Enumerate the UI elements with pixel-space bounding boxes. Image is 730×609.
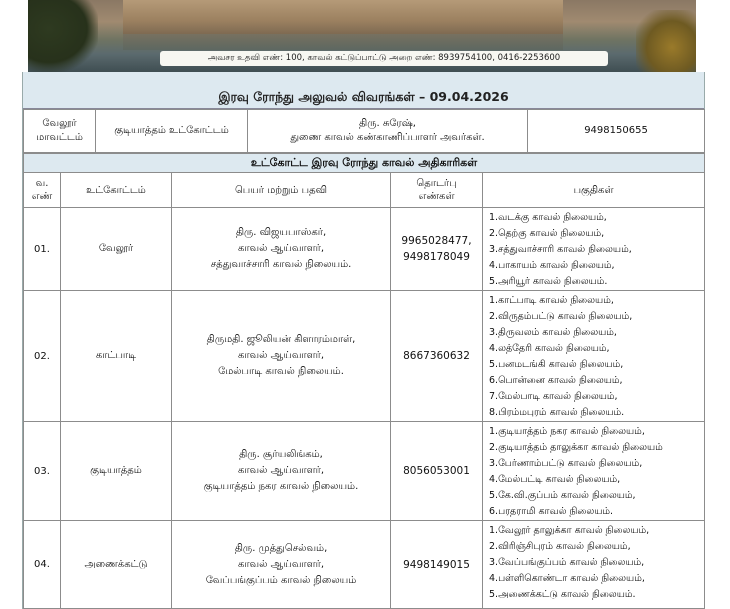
district-cell: வேலூர் மாவட்டம் (24, 110, 96, 153)
police-station-item: 8.பிரம்மபுரம் காவல் நிலையம். (489, 407, 625, 418)
row-subdivision-cell: அணைக்கட்டு (61, 521, 172, 609)
row-subdivision-cell: வேலூர் (61, 208, 172, 291)
police-station-item: 6.பொன்னை காவல் நிலையம், (489, 375, 623, 386)
row-contact-cell: 8056053001 (391, 422, 483, 521)
police-station-item: 6.பரதராமி காவல் நிலையம். (489, 506, 614, 517)
supervisor-cell: திரு. சுரேஷ், துணை காவல் கண்காணிப்பாளர் அவர்கள். (248, 110, 528, 153)
police-station-item: 3.பேர்ணாம்பட்டு காவல் நிலையம், (489, 458, 643, 469)
police-station-item: 2.விருதம்பட்டு காவல் நிலையம், (489, 311, 633, 322)
officer-rows (24, 208, 705, 609)
police-station-item: 5.பனமடங்கி காவல் நிலையம், (489, 359, 624, 370)
column-header-row (24, 173, 705, 208)
tree-silhouette-right (636, 10, 696, 72)
table-row (24, 422, 705, 521)
row-sno-cell: 02. (24, 291, 61, 422)
row-subdivision-cell: காட்பாடி (61, 291, 172, 422)
police-station-item: 5.கே.வி.குப்பம் காவல் நிலையம், (489, 490, 636, 501)
table-row (24, 291, 705, 422)
district-info-table (23, 109, 705, 153)
police-station-item: 1.வடக்கு காவல் நிலையம், (489, 212, 607, 223)
row-subdivision-cell: குடியாத்தம் (61, 422, 172, 521)
column-header-name: பெயர் மற்றும் பதவி (172, 173, 391, 208)
row-contact-cell: 9965028477, 9498178049 (391, 208, 483, 291)
police-station-item: 5.அரியூர் காவல் நிலையம். (489, 276, 608, 287)
page-title: இரவு ரோந்து அலுவல் விவரங்கள் – 09.04.2026 (23, 72, 704, 109)
fort-wall-image (123, 0, 563, 34)
column-header-areas: பகுதிகள் (483, 173, 705, 208)
row-contact-cell: 9498149015 (391, 521, 483, 609)
row-areas-cell (483, 521, 705, 609)
row-areas-cell (483, 422, 705, 521)
section-heading: உட்கோட்ட இரவு ரோந்து காவல் அதிகாரிகள் (24, 154, 705, 173)
police-station-item: 4.மேல்பட்டி காவல் நிலையம், (489, 474, 621, 485)
police-station-item: 4.பாகாயம் காவல் நிலையம், (489, 260, 615, 271)
subdivision-cell: குடியாத்தம் உட்கோட்டம் (96, 110, 248, 153)
tree-silhouette-left (28, 0, 98, 72)
row-areas-cell (483, 291, 705, 422)
police-station-item: 4.பள்ளிகொண்டா காவல் நிலையம், (489, 573, 645, 584)
table-row (24, 521, 705, 609)
section-heading-row (24, 154, 705, 173)
police-station-item: 2.குடியாத்தம் தாலுக்கா காவல் நிலையம் (489, 442, 663, 453)
row-officer-cell: திரு. சூர்யலிங்கம், காவல் ஆய்வாளர், குடியாத்தம் நகர காவல் நிலையம். (172, 422, 391, 521)
row-sno-cell: 01. (24, 208, 61, 291)
police-station-item: 3.திருவலம் காவல் நிலையம், (489, 327, 617, 338)
supervisor-phone-cell: 9498150655 (528, 110, 705, 153)
night-patrol-document (22, 72, 705, 609)
district-row (24, 110, 705, 153)
row-officer-cell: திரு. முத்துசெல்வம், காவல் ஆய்வாளர், வேப்பங்குப்பம் காவல் நிலையம் (172, 521, 391, 609)
row-officer-cell: திரு. விஜயபாஸ்கர், காவல் ஆய்வாளர், சத்துவாச்சாரி காவல் நிலையம். (172, 208, 391, 291)
moat-reflection-image (123, 34, 563, 50)
row-sno-cell: 03. (24, 422, 61, 521)
police-station-item: 7.மேல்பாடி காவல் நிலையம், (489, 391, 618, 402)
patrol-officers-table (23, 153, 705, 609)
police-station-item: 3.வேப்பங்குப்பம் காவல் நிலையம், (489, 557, 645, 568)
row-contact-cell: 8667360632 (391, 291, 483, 422)
row-areas-cell (483, 208, 705, 291)
row-officer-cell: திருமதி. ஜூலியன் கிளாரம்மாள், காவல் ஆய்வாளர், மேல்பாடி காவல் நிலையம். (172, 291, 391, 422)
emergency-hotline-strip: அவசர உதவி எண்: 100, காவல் கட்டுப்பாட்டு அறை எண்: 8939754100, 0416-2253600 (160, 51, 608, 66)
police-station-item: 4.லத்தேரி காவல் நிலையம், (489, 343, 610, 354)
column-header-contact: தொடர்பு எண்கள் (391, 173, 483, 208)
header-banner-photo (28, 0, 696, 72)
row-sno-cell: 04. (24, 521, 61, 609)
column-header-subdivision: உட்கோட்டம் (61, 173, 172, 208)
column-header-sno: வ. எண் (24, 173, 61, 208)
police-station-item: 3.சத்துவாச்சாரி காவல் நிலையம், (489, 244, 632, 255)
police-station-item: 1.காட்பாடி காவல் நிலையம், (489, 295, 614, 306)
police-station-item: 5.அணைக்கட்டு காவல் நிலையம். (489, 589, 636, 600)
police-station-item: 2.தெற்கு காவல் நிலையம், (489, 228, 605, 239)
police-station-item: 2.விரிஞ்சிபுரம் காவல் நிலையம், (489, 541, 631, 552)
police-station-item: 1.குடியாத்தம் நகர காவல் நிலையம், (489, 426, 645, 437)
table-row (24, 208, 705, 291)
police-station-item: 1.வேலூர் தாலுக்கா காவல் நிலையம், (489, 525, 650, 536)
